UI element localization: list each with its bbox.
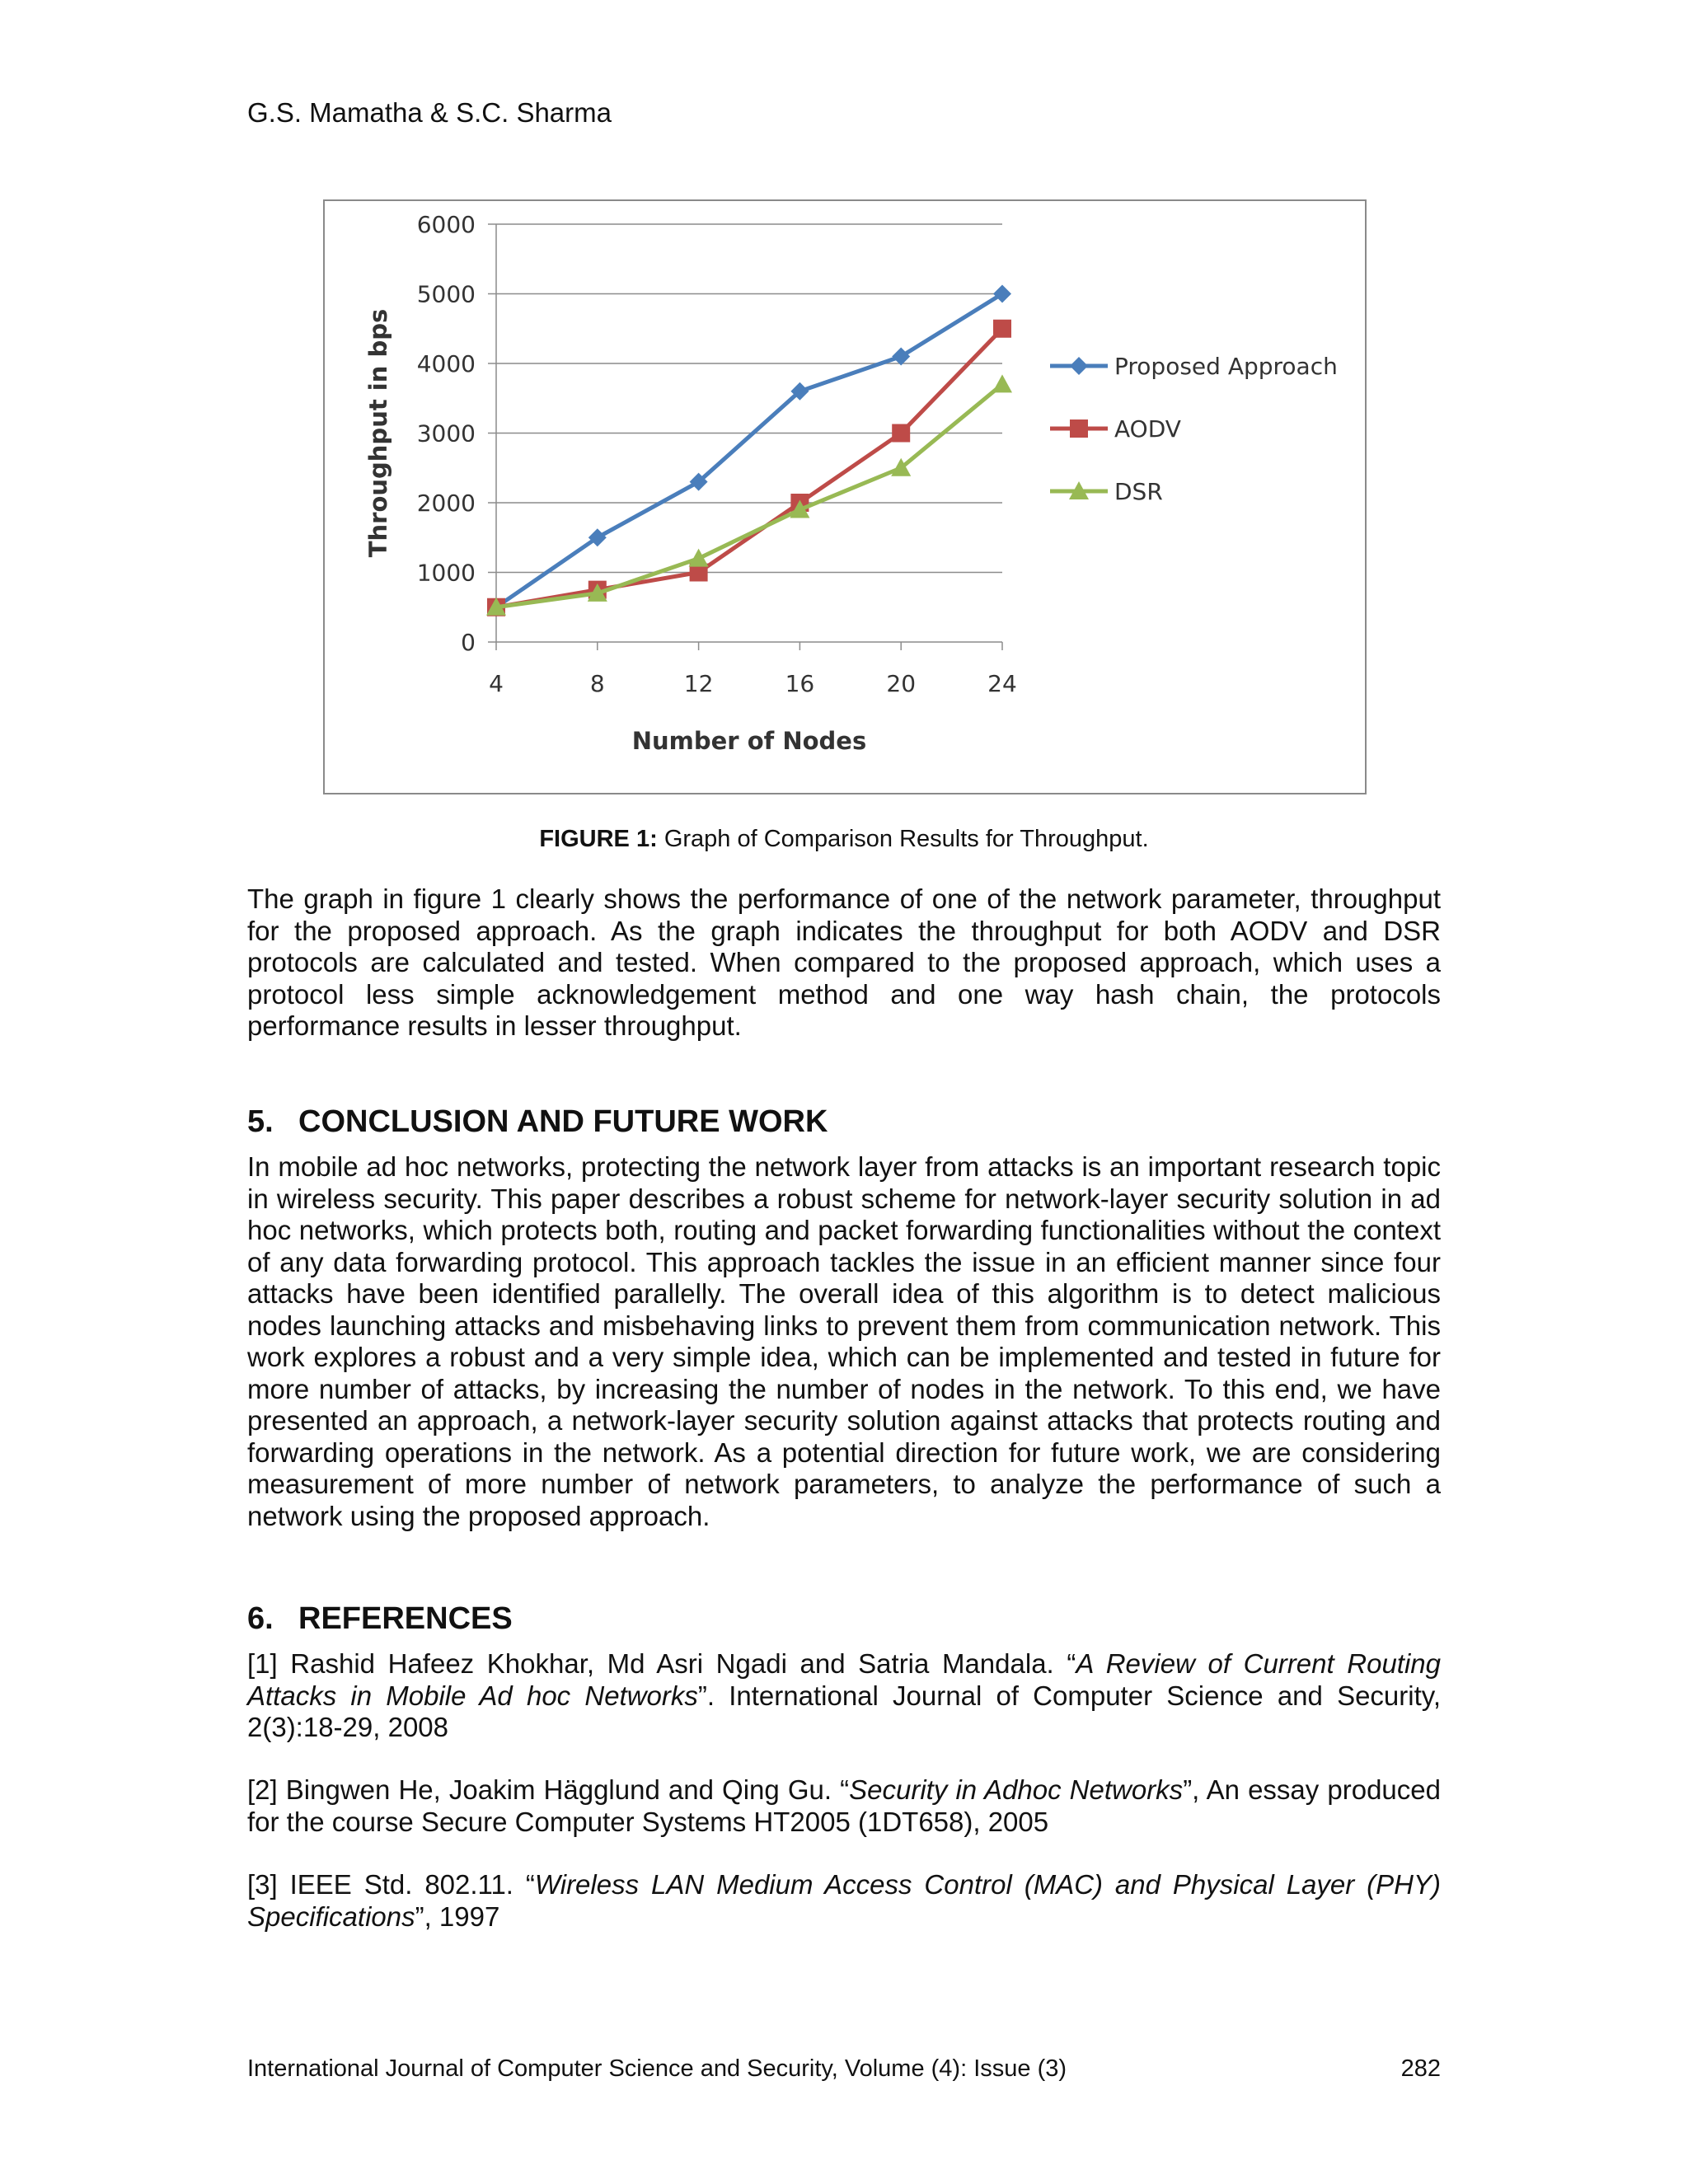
legend-marker-proposed-approach [1070,357,1088,375]
y-tick-label: 0 [461,629,476,656]
y-tick-label: 1000 [416,559,476,587]
reference-title: Security in Adhoc Networks [849,1774,1184,1805]
reference-authors: [2] Bingwen He, Joakim Hägglund and Qing Gu. “ [247,1774,850,1805]
series-line-dsr [496,384,1002,607]
reference-1 [247,1648,1441,1744]
y-tick-label: 4000 [416,350,476,377]
x-tick-label: 4 [489,670,504,697]
data-point-aodv [993,320,1011,338]
reference-3 [247,1869,1441,1933]
section-heading-conclusion [247,1104,828,1140]
reference-title: A Review of Current Routing Attacks in Mobile Ad hoc Networks [247,1648,1441,1711]
figure-1 [323,199,1367,794]
y-tick-label: 2000 [416,490,476,517]
running-head: G.S. Mamatha & S.C. Sharma [247,97,612,128]
x-tick-label: 12 [683,670,714,697]
section-number: 6. [247,1601,274,1636]
data-point-aodv [892,424,910,443]
reference-authors: [1] Rashid Hafeez Khokhar, Md Asri Ngadi and Satria Mandala. “ [247,1648,1076,1679]
figure-caption-text: Graph of Comparison Results for Throughput. [663,826,1149,852]
section-title: CONCLUSION AND FUTURE WORK [298,1104,828,1139]
reference-authors: [3] IEEE Std. 802.11. “ [247,1869,535,1900]
figure-label: FIGURE 1: [539,826,658,852]
x-axis-title: Number of Nodes [631,727,867,755]
y-tick-label: 6000 [416,211,476,238]
reference-title: Wireless LAN Medium Access Control (MAC) and Physical Layer (PHY) Specifications [247,1869,1441,1932]
paragraph-figure-discussion: The graph in figure 1 clearly shows the performance of one of the network parameter, throughput for the proposed approach. As the graph indicates the throughput for both AODV and DSR protocols are calculated and tested. When compared to the proposed approach, which uses a protocol less simple acknowledgement method and one way hash chain, the protocols performance results in lesser throughput. [247,883,1441,1041]
section-number: 5. [247,1104,274,1139]
data-point-dsr [992,374,1012,392]
paragraph-conclusion: In mobile ad hoc networks, protecting the network layer from attacks is an important research topic in wireless security. This paper describes a robust scheme for network-layer security solution in ad hoc networks, which protects both, routing and packet forwarding functionalities without the context of any data forwarding protocol. This approach tackles the issue in an efficient manner since four attacks have been identified parallelly. The overall idea of this algorithm is to detect malicious nodes launching attacks and misbehaving links to prevent them from communication network. This work explores a robust and a very simple idea, which can be implemented and tested in future for more number of attacks, by increasing the number of nodes in the network. To this end, we have presented an approach, a network-layer security solution against attacks that protects routing and forwarding operations in the network. As a potential direction for future work, we are considering measurement of more number of network parameters, to analyze the performance of such a network using the proposed approach. [247,1151,1441,1531]
x-tick-label: 24 [987,670,1017,697]
data-point-dsr [689,549,709,567]
throughput-chart [325,201,1365,793]
x-tick-label: 20 [886,670,917,697]
reference-source: ”, An essay produced for the course Secure Computer Systems HT2005 (1DT658), 2005 [247,1774,1441,1837]
reference-source: ”, 1997 [415,1900,500,1932]
reference-2 [247,1774,1441,1838]
legend-label-aodv: AODV [1114,415,1181,443]
x-tick-label: 8 [589,670,605,697]
legend-label-proposed-approach: Proposed Approach [1114,353,1338,380]
section-title: REFERENCES [298,1601,513,1636]
series-line-proposed-approach [496,294,1002,607]
legend-label-dsr: DSR [1114,478,1163,505]
legend-marker-aodv [1070,419,1088,438]
series-line-aodv [496,329,1002,607]
section-heading-references [247,1601,513,1637]
y-tick-label: 3000 [416,419,476,448]
reference-source: ”. International Journal of Computer Science and Security, 2(3):18-29, 2008 [247,1680,1441,1742]
y-tick-label: 5000 [416,280,476,308]
figure-caption [0,826,1688,853]
y-axis-title: Throughput in bps [364,308,392,558]
footer-journal: International Journal of Computer Science and Security, Volume (4): Issue (3) [247,2055,1067,2082]
page-number: 282 [1400,2055,1441,2082]
x-tick-label: 16 [785,670,815,697]
